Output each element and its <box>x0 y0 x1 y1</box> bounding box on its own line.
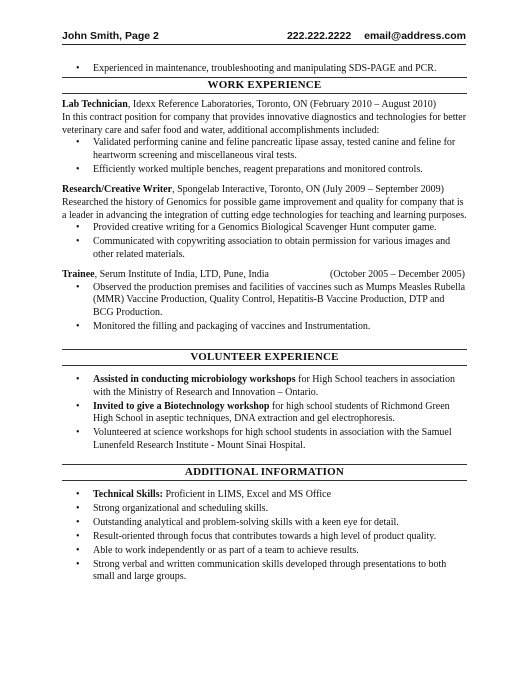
job-title-line <box>62 269 467 282</box>
bullet-icon: • <box>76 531 80 543</box>
list-item <box>62 517 467 530</box>
volunteer-experience-heading: VOLUNTEER EXPERIENCE <box>62 349 467 367</box>
bullet-icon: • <box>76 503 80 515</box>
job-details: , Idexx Reference Laboratories, Toronto, ON (February 2010 – August 2010) <box>127 99 437 111</box>
bullet-text: Experienced in maintenance, troubleshooting and manipulating SDS-PAGE and PCR. <box>93 63 437 74</box>
job-title: Research/Creative Writer <box>62 184 173 196</box>
list-item <box>62 531 467 544</box>
list-item <box>62 503 467 516</box>
bullet-text: Volunteered at science workshops for high school students in association with the Samuel Lunenfeld Research Institute - Mount Sinai Hospital. <box>93 427 452 451</box>
bullet-bold-text: Invited to give a Biotechnology workshop <box>93 400 270 412</box>
bullet-icon: • <box>76 281 80 293</box>
bullet-text: Able to work independently or as part of a team to achieve results. <box>93 544 359 556</box>
bullet-text: Validated performing canine and feline pancreatic lipase assay, tested canine and feline for heartworm screening and miscellaneous viral tests. <box>93 137 456 161</box>
list-item <box>62 222 467 235</box>
list-item <box>62 137 467 162</box>
bullet-icon: • <box>76 517 80 529</box>
bullet-bold-text: Assisted in conducting microbiology workshops <box>93 374 296 386</box>
bullet-icon: • <box>76 63 80 74</box>
bullet-text: for high school students of Richmond Green High School in aseptic techniques, DNA extraction and gel electrophoresis. <box>93 400 450 425</box>
bullet-text: Result-oriented through focus that contributes towards a high level of product quality. <box>93 531 437 543</box>
list-item <box>62 545 467 558</box>
bullet-icon: • <box>76 163 80 175</box>
work-experience-heading: WORK EXPERIENCE <box>62 77 467 95</box>
volunteer-bullets <box>62 374 467 452</box>
bullet-icon: • <box>76 222 80 234</box>
job-title-line <box>62 99 467 112</box>
bullet-icon: • <box>76 558 80 570</box>
bullet-text: Strong verbal and written communication skills developed through presentations to both small and large groups. <box>93 558 447 583</box>
section-spacer <box>62 366 467 374</box>
additional-information-heading: ADDITIONAL INFORMATION <box>62 464 467 482</box>
job-title-line <box>62 184 467 197</box>
bullet-text: Efficiently worked multiple benches, reagent preparations and monitored controls. <box>93 163 423 175</box>
list-item <box>62 321 467 334</box>
section-spacer <box>62 481 467 489</box>
job-title: Lab Technician <box>62 99 128 111</box>
job-lab-technician <box>62 99 467 176</box>
bullet-icon: • <box>76 236 80 248</box>
list-item <box>62 559 467 584</box>
bullet-icon: • <box>76 320 80 332</box>
job-details: , Spongelab Interactive, Toronto, ON (July 2009 – September 2009) <box>172 184 444 196</box>
job-description: Researched the history of Genomics for possible game improvement and quality for company that is a leader in advancing the integration of cutting edge technologies for teaching and learning purposes. <box>62 196 467 221</box>
bullet-text: Provided creative writing for a Genomics Biological Scavenger Hunt computer game. <box>93 222 437 234</box>
bullet-text: Strong organizational and scheduling skills. <box>93 503 269 515</box>
bullet-text: Communicated with copywriting association to obtain permission for various images and other related materials. <box>93 236 451 260</box>
bullet-icon: • <box>76 427 80 439</box>
header-contact <box>277 30 466 42</box>
job-description: In this contract position for company that provides innovative diagnostics and technologies for better veterinary care and safer food and water, additional accomplishments included: <box>62 112 467 136</box>
list-item <box>62 401 467 426</box>
bullet-text: Monitored the filling and packaging of vaccines and Instrumentation. <box>93 320 371 332</box>
bullet-icon: • <box>76 374 80 386</box>
bullet-icon: • <box>76 137 80 149</box>
bullet-text: Outstanding analytical and problem-solving skills with a keen eye for detail. <box>93 517 399 529</box>
resume-content <box>62 63 467 585</box>
header-phone: 222.222.2222 <box>286 30 352 42</box>
list-item <box>62 282 467 320</box>
job-bullets <box>62 222 467 261</box>
list-item <box>62 374 467 399</box>
top-bullet-list <box>62 63 467 76</box>
additional-bullets <box>62 489 467 584</box>
header-email[interactable]: email@address.com <box>364 30 466 42</box>
bullet-icon: • <box>76 400 80 412</box>
page-header <box>62 30 466 45</box>
job-research-writer <box>62 184 467 261</box>
job-dates: (October 2005 – December 2005) <box>330 269 465 281</box>
list-item <box>62 489 467 502</box>
bullet-bold-text: Technical Skills: <box>93 489 163 501</box>
job-bullets <box>62 282 467 334</box>
header-name-page: John Smith, Page 2 <box>62 30 159 42</box>
bullet-icon: • <box>76 489 80 501</box>
job-trainee <box>62 269 467 333</box>
bullet-text: Observed the production premises and facilities of vaccines such as Mumps Measles Rubella (MMR) Vaccine Production, Quality Control, Hepatitis-B Vaccine Production, DTP and BCG Production. <box>93 281 466 318</box>
section-spacer <box>62 335 467 349</box>
job-title: Trainee <box>62 269 95 281</box>
bullet-text: Proficient in LIMS, Excel and MS Office <box>162 489 332 501</box>
bullet-text: for High School teachers in association with the Ministry of Research and Innovation – Ontario. <box>93 374 456 398</box>
list-item <box>62 164 467 177</box>
job-bullets <box>62 137 467 176</box>
job-details: , Serum Institute of India, LTD, Pune, India <box>94 269 269 281</box>
list-item <box>62 236 467 261</box>
list-item <box>62 63 467 76</box>
bullet-icon: • <box>76 544 80 556</box>
list-item <box>62 427 467 452</box>
section-spacer <box>62 454 467 464</box>
